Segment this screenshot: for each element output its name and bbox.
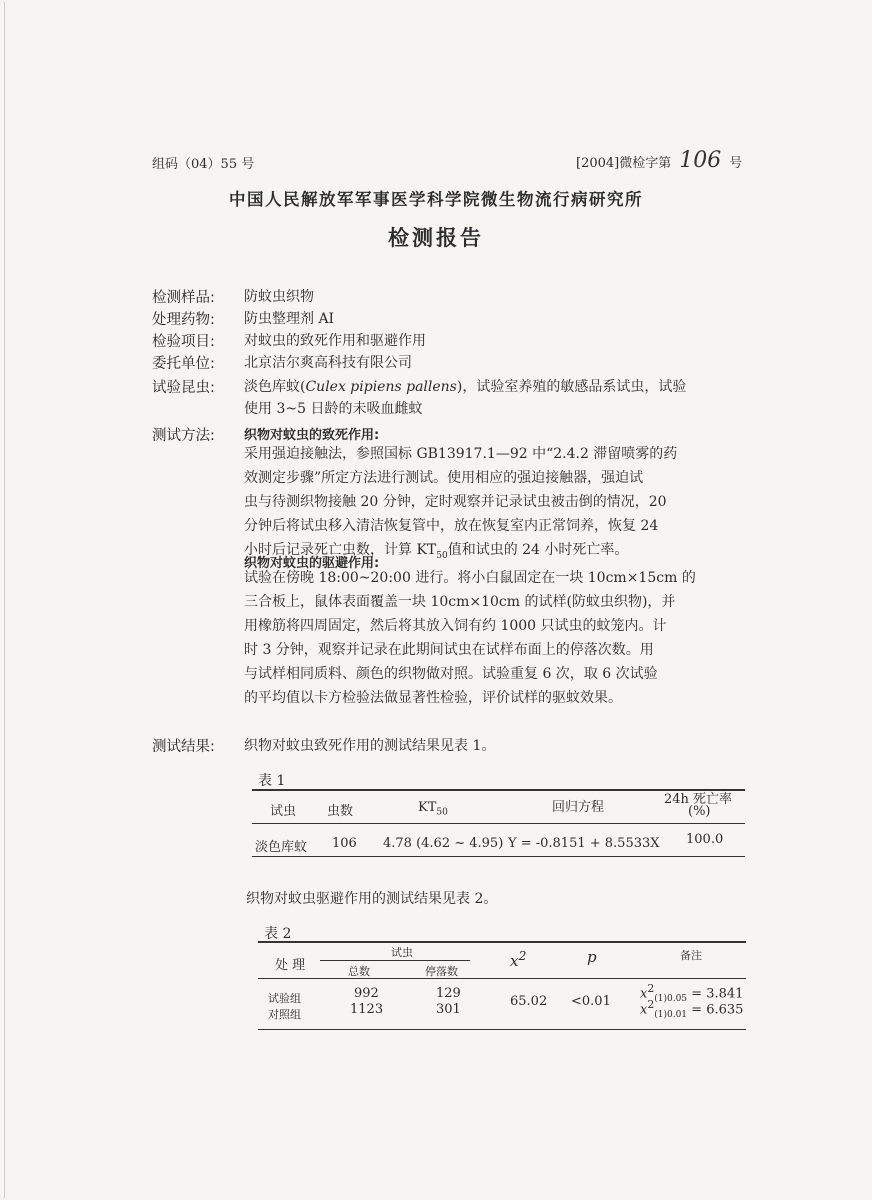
table1-cell-regression: Y = -0.8151 + 8.5533X — [508, 836, 660, 851]
method-subtitle-lethal: 织物对蚊虫的致死作用: — [244, 428, 380, 443]
table1-cell-insect: 淡色库蚊 — [255, 840, 308, 855]
institute-name: 中国人民解放军军事医学科学院微生物流行病研究所 — [229, 190, 643, 209]
method-repellent-line: 时 3 分钟，观察并记录在此期间试虫在试样布面上的停落次数。用 — [244, 642, 654, 658]
method-lethal-line: 采用强迫接触法，参照国标 GB13917.1—92 中“2.4.2 滞留喷雾的药 — [244, 446, 678, 462]
table1-header-insect: 试虫 — [270, 804, 297, 819]
method-label: 测试方法: — [152, 428, 215, 444]
results-text-2: 织物对蚊虫驱避作用的测试结果见表 2。 — [246, 891, 498, 907]
note1-chi: x — [640, 986, 648, 1002]
field-label-sample: 检测样品: — [152, 290, 215, 306]
field-label-insect: 试验昆虫: — [152, 380, 215, 396]
table1-cell-kt: 4.78 (4.62 ~ 4.95) — [383, 836, 504, 851]
field-value-client: 北京洁尔爽高科技有限公司 — [244, 355, 412, 371]
table2-header-insect-group: 试虫 — [391, 946, 413, 959]
report-number — [576, 148, 742, 173]
method-repellent-line: 试验在傍晚 18:00~20:00 进行。将小白鼠固定在一块 10cm×15cm 的 — [244, 570, 696, 586]
method-lethal-line: 虫与待测织物接触 20 分钟，定时观察并记录试虫被击倒的情况，20 — [244, 494, 667, 510]
field-value-sample: 防蚊虫织物 — [244, 289, 314, 305]
method-lethal-line: 分钟后将试虫移入清洁恢复管中，放在恢复室内正常饲养，恢复 24 — [244, 518, 659, 534]
table2-top-rule — [258, 941, 746, 943]
results-text-1: 织物对蚊虫致死作用的测试结果见表 1。 — [244, 738, 496, 754]
field-label-item: 检验项目: — [152, 334, 215, 350]
table2-row-treatment-control: 对照组 — [268, 1008, 301, 1021]
kt-text-pre: 小时后记录死亡虫数，计算 KT — [244, 542, 437, 558]
table1-header-mortality-l2: (%) — [688, 804, 711, 819]
table1-header-regression: 回归方程 — [552, 800, 605, 815]
kt-header-sub: 50 — [436, 807, 448, 818]
method-repellent-line: 三合板上，鼠体表面覆盖一块 10cm×10cm 的试样(防蚊虫织物)，并 — [244, 594, 676, 610]
method-repellent-line: 用橡筋将四周固定，然后将其放入饲有约 1000 只试虫的蚊笼内。计 — [244, 618, 667, 634]
table2-row-landings-control: 301 — [436, 1002, 461, 1017]
table2-bottom-rule — [258, 1029, 746, 1030]
chi-superscript: 2 — [518, 948, 527, 963]
field-label-drug: 处理药物: — [152, 312, 215, 328]
table1-bottom-rule — [252, 856, 745, 857]
field-value-drug: 防虫整理剂 AI — [244, 311, 335, 327]
table2-header-treatment: 处 理 — [275, 958, 306, 973]
table2-note-2 — [640, 998, 743, 1020]
insect-line2: 使用 3~5 日龄的未吸血雌蚊 — [244, 401, 423, 417]
table2-header-chi — [510, 948, 526, 970]
table1-header-kt — [418, 800, 448, 818]
table2-p-value: <0.01 — [571, 994, 611, 1009]
table2-row-total-control: 1123 — [350, 1002, 384, 1017]
table1-caption: 表 1 — [258, 773, 286, 789]
field-label-client: 委托单位: — [152, 356, 215, 372]
page-title: 检测报告 — [388, 226, 484, 250]
report-number-prefix: [2004]微检字第 — [576, 156, 672, 171]
field-value-item: 对蚊虫的致死作用和驱避作用 — [244, 333, 426, 349]
note2-sup: 2 — [647, 998, 655, 1011]
method-subtitle-repellent: 织物对蚊虫的驱避作用: — [244, 556, 380, 571]
table2-chi-value: 65.02 — [510, 994, 548, 1009]
table2-row-landings-test: 129 — [436, 986, 461, 1001]
insect-line1-pre: 淡色库蚊( — [244, 379, 306, 395]
note2-chi: x — [640, 1002, 648, 1018]
table2-row-treatment-test: 试验组 — [268, 992, 301, 1005]
group-code: 组码（04）55 号 — [152, 157, 255, 172]
method-repellent-paragraph — [244, 566, 754, 710]
scan-edge-line — [4, 2, 5, 1198]
table2-header-note: 备注 — [680, 949, 702, 962]
kt-subscript: 50 — [436, 550, 448, 561]
kt-text-post: 值和试虫的 24 小时死亡率。 — [447, 542, 629, 558]
results-label: 测试结果: — [152, 739, 215, 755]
table1-cell-count: 106 — [332, 836, 357, 851]
table2-header-total: 总数 — [348, 965, 370, 978]
report-number-suffix: 号 — [729, 156, 743, 171]
kt-header-main: KT — [418, 800, 437, 815]
method-repellent-line: 的平均值以卡方检验法做显著性检验，评价试样的驱蚊效果。 — [244, 690, 622, 706]
method-lethal-line: 效测定步骤”所定方法进行测试。使用相应的强迫接触器，强迫试 — [244, 470, 644, 486]
insect-line1-post: )，试验室养殖的敏感品系试虫，试验 — [456, 379, 687, 395]
note1-sub: (1)0.05 — [654, 993, 688, 1004]
table2-caption: 表 2 — [264, 926, 292, 942]
table2-mid-rule — [258, 978, 746, 979]
table1-header-count: 虫数 — [327, 804, 354, 819]
table1-mid-rule — [252, 823, 745, 824]
note2-sub: (1)0.01 — [654, 1009, 688, 1020]
table1-header-mortality-l1: 24h 死亡率 — [664, 792, 733, 807]
method-lethal-paragraph — [244, 442, 754, 568]
table2-header-landings: 停落数 — [425, 965, 458, 978]
table1-cell-mortality: 100.0 — [686, 832, 724, 847]
note2-value: = 6.635 — [691, 1002, 744, 1018]
field-value-insect — [244, 376, 686, 396]
table2-row-total-test: 992 — [354, 986, 379, 1001]
note1-sup: 2 — [647, 982, 655, 995]
method-repellent-line: 与试样相同质料、颜色的织物做对照。试验重复 6 次，取 6 次试验 — [244, 666, 658, 682]
insect-species: Culex pipiens pallens — [305, 379, 457, 395]
table2-group-rule — [320, 960, 470, 961]
chi-symbol: x — [510, 952, 519, 970]
table2-header-p: p — [587, 948, 597, 966]
handwritten-number: 106 — [679, 148, 722, 173]
note1-value: = 3.841 — [691, 986, 744, 1002]
